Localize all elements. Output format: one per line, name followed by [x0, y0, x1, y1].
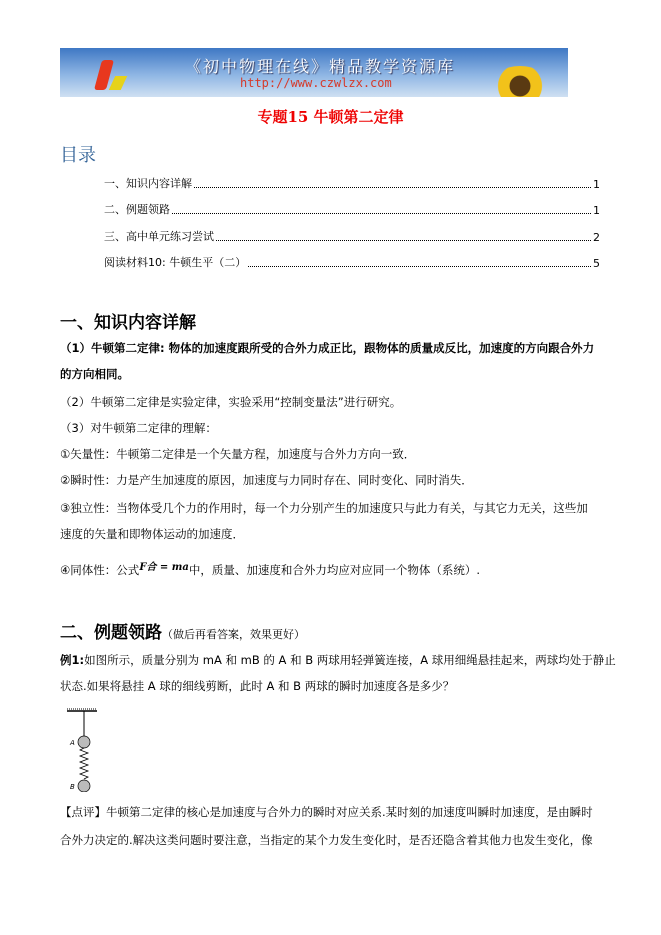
paragraph-line: 速度的矢量和即物体运动的加速度． [60, 527, 244, 541]
toc-label: 三、高中单元练习尝试 [104, 230, 214, 243]
toc-label: 二、例题领路 [104, 203, 170, 216]
toc-page: 2 [593, 231, 600, 244]
header-banner [60, 48, 568, 97]
ball-a-label: A [70, 739, 75, 747]
paragraph-line: ①矢量性：牛顿第二定律是一个矢量方程，加速度与合外力方向一致． [60, 447, 416, 461]
section-heading: 一、知识内容详解 [60, 313, 196, 333]
paragraph-line: （3）对牛顿第二定律的理解： [60, 421, 217, 435]
spring-figure [64, 706, 104, 792]
toc-leader [216, 240, 591, 241]
sunflower-image [490, 66, 550, 97]
paragraph-line [60, 652, 616, 668]
banner-title: 《初中物理在线》精品教学资源库 [185, 57, 456, 76]
document-title: 专题15 牛顿第二定律 [257, 108, 404, 126]
toc-label: 一、知识内容详解 [104, 177, 192, 190]
toc-item[interactable] [104, 175, 600, 191]
toc-leader [194, 187, 591, 188]
formula: F合 = ma [139, 562, 189, 573]
paragraph-line: 的方向相同。 [60, 367, 129, 381]
paragraph-line: 【点评】牛顿第二定律的核心是加速度与合外力的瞬时对应关系.某时刻的加速度叫瞬时加速度，是由瞬时 [60, 805, 593, 819]
toc-leader [248, 266, 591, 267]
logo-icon-accent [109, 76, 128, 90]
toc-item[interactable] [104, 201, 600, 217]
heading-note: （做后再看答案，效果更好） [162, 628, 305, 641]
paragraph-line: ③独立性：当物体受几个力的作用时，每一个力分别产生的加速度只与此力有关，与其它力无关，这些加 [60, 501, 588, 515]
paragraph-line [60, 558, 480, 578]
example-label: 例1: [60, 653, 85, 667]
paragraph-line: ②瞬时性：力是产生加速度的原因，加速度与力同时存在、同时变化、同时消失． [60, 473, 473, 487]
text: ④同体性：公式 [60, 563, 140, 577]
ball-b-label: B [70, 783, 75, 791]
toc-heading: 目录 [60, 145, 96, 166]
toc-page: 5 [593, 257, 600, 270]
toc-page: 1 [593, 204, 600, 217]
toc-item[interactable] [104, 254, 600, 270]
toc-leader [172, 213, 591, 214]
toc-label: 阅读材料10: 牛顿生平（二） [104, 256, 247, 269]
heading-text: 二、例题领路 [60, 623, 162, 643]
text: 中，质量、加速度和合外力均应对应同一个物体（系统）. [188, 563, 480, 577]
section-heading [60, 618, 305, 643]
paragraph-line: （2）牛顿第二定律是实验定律，实验采用“控制变量法”进行研究。 [60, 395, 402, 409]
paragraph-line: 合外力决定的.解决这类问题时要注意，当指定的某个力发生变化时，是否还隐含着其他力也发生变化，像 [60, 833, 593, 847]
text: 如图所示，质量分别为 mA 和 mB 的 A 和 B 两球用轻弹簧连接，A 球用细绳悬挂起来，两球均处于静止 [84, 653, 616, 667]
paragraph-line: （1）牛顿第二定律: 物体的加速度跟所受的合外力成正比，跟物体的质量成反比，加速度的方向跟合外力 [60, 341, 595, 355]
paragraph-line: 状态.如果将悬挂 A 球的细线剪断，此时 A 和 B 两球的瞬时加速度各是多少？ [60, 679, 455, 693]
toc-item[interactable] [104, 228, 600, 244]
toc-page: 1 [593, 178, 600, 191]
banner-url: http://www.czwlzx.com [240, 76, 392, 90]
